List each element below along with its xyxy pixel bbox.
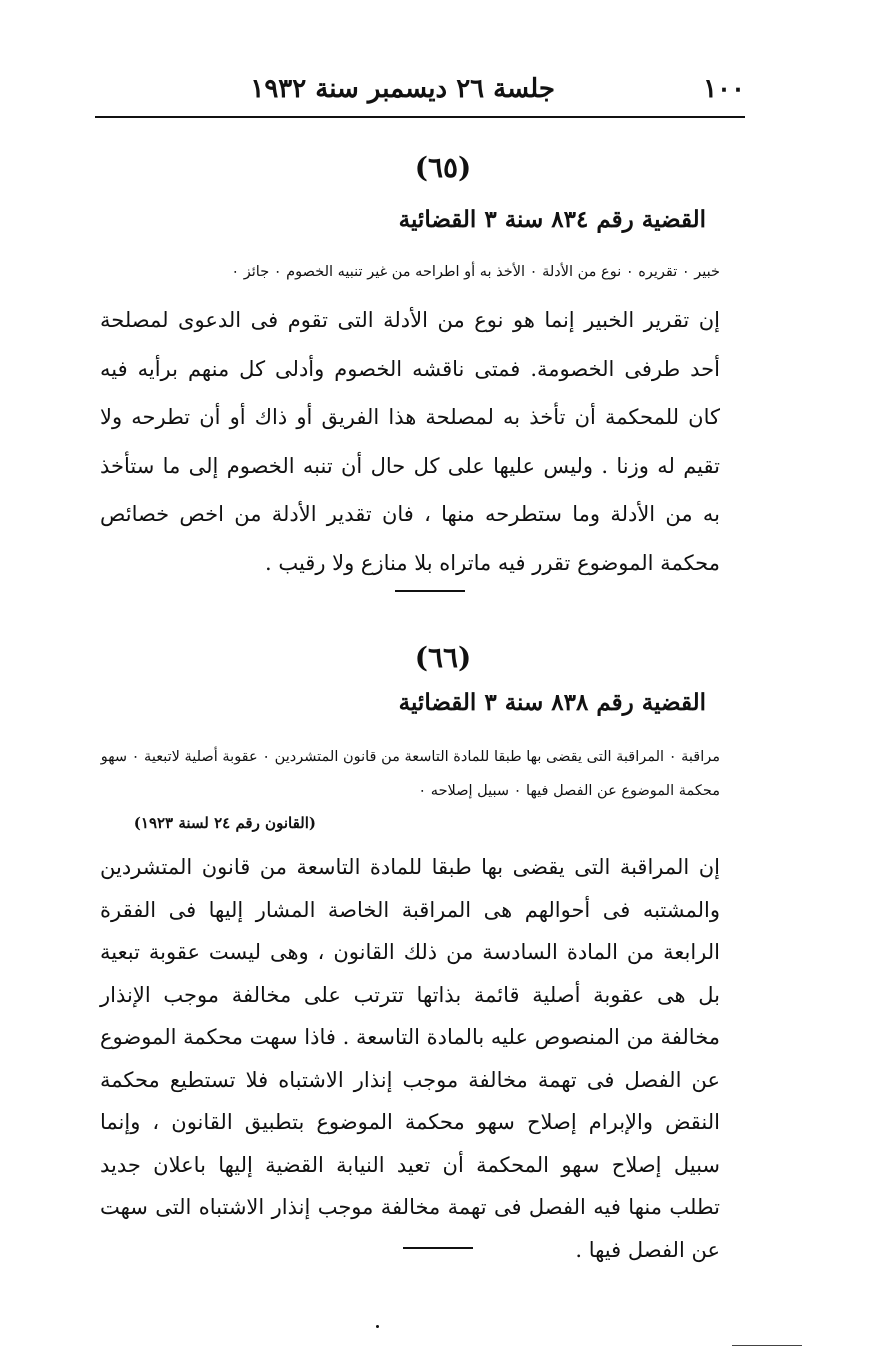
case-keywords: خبير ٠ تقريره ٠ نوع من الأدلة ٠ الأخذ به أو اطراحه من غير تنبيه الخصوم ٠ جائز ٠ xyxy=(231,264,720,280)
case-title: القضية رقم ٨٣٨ سنة ٣ القضائية xyxy=(398,689,706,716)
section-separator xyxy=(403,1247,473,1249)
case-title: القضية رقم ٨٣٤ سنة ٣ القضائية xyxy=(398,206,706,233)
ink-dot xyxy=(376,1325,379,1328)
case-body: إن تقرير الخبير إنما هو نوع من الأدلة التى تقوم فى الدعوى لمصلحة أحد طرفى الخصومة. فمتى ناقشه الخصوم وأدلى كل منهم برأيه فيه كان للمحكمة أن تأخذ به لمصلحة هذا الفريق أو ذاك أو أن تطرحه ولا تقيم له وزنا . وليس عليها على كل حال أن تنبه الخصوم إلى ما ستأخذ به من الأدلة وما ستطرحه منها ، فان تقدير الأدلة من اخص خصائص محكمة الموضوع تقرر فيه ماتراه بلا منازع ولا رقيب . xyxy=(100,308,720,575)
case-number: (٦٥) xyxy=(414,151,472,184)
law-reference: (القانون رقم ٢٤ لسنة ١٩٢٣) xyxy=(133,814,316,832)
section-separator xyxy=(395,590,465,592)
header-rule xyxy=(95,116,745,118)
footer-rule xyxy=(732,1345,802,1346)
session-title: جلسة ٢٦ ديسمبر سنة ١٩٣٢ xyxy=(250,74,555,104)
case-body: إن المراقبة التى يقضى بها طبقا للمادة التاسعة من قانون المتشردين والمشتبه فى أحوالهم هى المراقبة الخاصة المشار إليها فى الفقرة الرابعة من المادة السادسة من ذلك القانون ، وهى ليست عقوبة تبعية بل هى عقوبة أصلية قائمة بذاتها تترتب على مخالفة موجب الإنذار مخالفة من المنصوص عليه بالمادة التاسعة . فاذا سهت محكمة الموضوع عن الفصل فى تهمة مخالفة موجب إنذار الاشتباه فلا تستطيع محكمة النقض والإبرام إصلاح سهو محكمة الموضوع بتطبيق القانون ، وإنما سبيل إصلاح سهو المحكمة أن تعيد النيابة القضية إليها باعلان جديد تطلب منها فيه الفصل فى تهمة مخالفة موجب إنذار الاشتباه التى سهت عن الفصل فيها . xyxy=(100,855,720,1262)
case-keywords: مراقبة ٠ المراقبة التى يقضى بها طبقا للمادة التاسعة من قانون المتشردين ٠ عقوبة أصلية لاتبعية ٠ سهو محكمة الموضوع عن الفصل فيها ٠ سبيل إصلاحه ٠ xyxy=(100,749,720,799)
running-head xyxy=(95,72,745,112)
page-number: ١٠٠ xyxy=(703,74,745,104)
case-number: (٦٦) xyxy=(414,641,472,674)
